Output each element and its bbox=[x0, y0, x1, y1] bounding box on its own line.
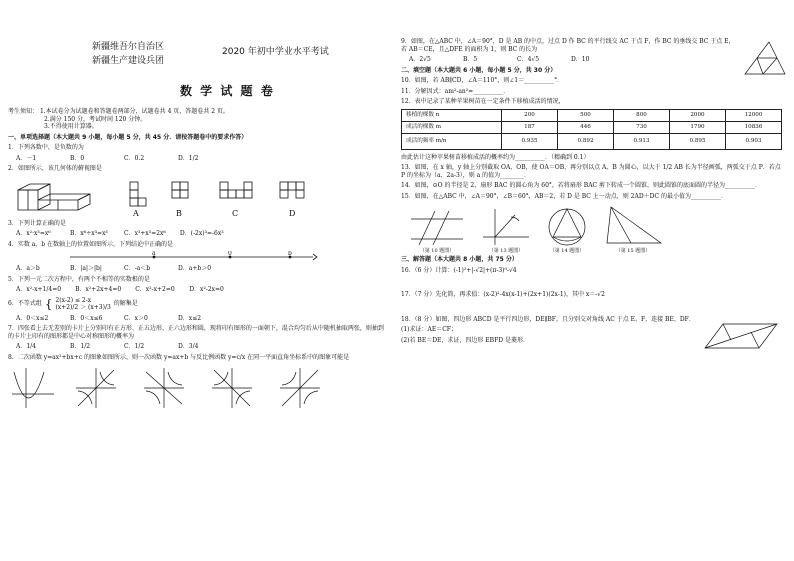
table-cell: 0.892 bbox=[558, 133, 614, 149]
q4-option-a: A．a＞b bbox=[16, 265, 40, 272]
q6-inequality-2: (x+2)/2 ＞ (x+3)/3 bbox=[55, 304, 111, 311]
table-row-head: 成活的频率 m/n bbox=[402, 133, 502, 149]
q6-options bbox=[8, 315, 387, 323]
q15-figure-caption: （第 15 题图） bbox=[615, 248, 651, 254]
instruction-2: 2.满分 150 分，考试时间 120 分钟。 bbox=[44, 115, 147, 123]
q1-option-b: B．0 bbox=[70, 154, 85, 162]
q9-option-d: D．10 bbox=[571, 56, 590, 63]
table-cell: 12000 bbox=[726, 109, 782, 121]
table-cell: 446 bbox=[558, 121, 614, 133]
region-line-1: 新疆维吾尔自治区 bbox=[92, 42, 165, 52]
table-cell: 0.935 bbox=[502, 133, 558, 149]
table-cell: 187 bbox=[502, 121, 558, 133]
q12-table bbox=[401, 109, 782, 150]
instruction-3: 3.不得使用计算器。 bbox=[44, 123, 98, 130]
region-block bbox=[92, 40, 164, 68]
exam-name: 2020 年初中学业水平考试 bbox=[222, 47, 329, 57]
table-cell: 800 bbox=[614, 109, 670, 121]
q9-options bbox=[401, 56, 737, 64]
q4-axis-label-a: a bbox=[152, 251, 156, 257]
q6-option-b: B．0＜x≤6 bbox=[70, 314, 103, 322]
q6-option-a: A．0＜x≤2 bbox=[16, 314, 49, 322]
q4-option-d: D．a+b＞0 bbox=[178, 265, 212, 272]
q6-stem: 6．不等式组 bbox=[8, 300, 42, 308]
table-cell: 200 bbox=[502, 109, 558, 121]
exam-header bbox=[8, 38, 387, 108]
table-cell: 0.913 bbox=[614, 133, 670, 149]
table-cell: 500 bbox=[558, 109, 614, 121]
q7-option-b: B．1/2 bbox=[70, 343, 91, 350]
q4-option-b: B．|a|＞|b| bbox=[70, 265, 102, 272]
q14-figure-caption: （第 14 题图） bbox=[549, 248, 585, 254]
instruction-1: 1.本试卷分为试题卷和答题卷两部分，试题卷共 4 页，答题卷共 2 页。 bbox=[39, 108, 229, 115]
q2-label-d: D bbox=[289, 208, 296, 218]
q5-option-c: C．x²-x+2=0 bbox=[135, 286, 175, 293]
q7-option-a: A．1/4 bbox=[16, 343, 36, 350]
q15-stem: 15．如图，在△ABC 中，∠A＝90°，∠B＝60°，AB＝2，若 D 是 BC 上一动点，则 2AD＋DC 的最小值为__________． bbox=[401, 192, 727, 200]
table-row-head: 成活的棵数 m bbox=[402, 121, 502, 133]
q12-tail: 由此估计这种苹果树苗移植成活的概率约为__________．（精确到 0.1） bbox=[401, 153, 590, 161]
q1-options bbox=[8, 155, 387, 163]
table-cell: 10836 bbox=[726, 121, 782, 133]
table-row bbox=[402, 109, 782, 121]
q3-option-b: B．x⁶÷x³=x³ bbox=[70, 230, 108, 237]
q6-stem-row: 6．不等式组 { 2(x-2) ≤ 2-x (x+2)/2 ＞ (x+3)/3 的解集是 bbox=[8, 296, 138, 311]
q6-stem-tail: 的解集是 bbox=[113, 300, 138, 308]
q9-block bbox=[401, 38, 784, 64]
q3-stem: 3．下列计算正确的是 bbox=[8, 219, 66, 227]
q9-option-b: B．5 bbox=[463, 56, 478, 63]
q5-option-a: A．x²-x+1/4=0 bbox=[16, 286, 62, 293]
table-cell: 2000 bbox=[670, 109, 726, 121]
q14-stem: 14．如图，⊙O 的半径是 2，扇形 BAC 的圆心角为 60°，若将扇形 BAC 剪下转成一个圆锥，则此圆锥的底面圆的半径为__________． bbox=[401, 182, 762, 189]
q9-option-c: C．4√5 bbox=[517, 56, 540, 63]
table-cell: 0.903 bbox=[726, 133, 782, 149]
section-1-heading: 一、单项选择题（本大题共 9 小题，每小题 5 分，共 45 分．请按答题卷中的要求作答） bbox=[8, 133, 248, 141]
q3-option-a: A．x²·x³=x⁶ bbox=[16, 230, 51, 237]
q6-inequality-1: 2(x-2) ≤ 2-x bbox=[55, 296, 92, 304]
q18-part-2: (2)若 BE＝DE，求证，四边形 EBFD 是菱形． bbox=[401, 336, 529, 344]
q8-graphs-svg bbox=[8, 364, 388, 412]
q1-option-d: D．1/2 bbox=[178, 154, 199, 162]
q2-solid-views-svg bbox=[8, 176, 388, 220]
q6-option-d: D．x≤2 bbox=[178, 314, 202, 322]
q18-block bbox=[401, 316, 784, 345]
q7-option-c: C．1/2 bbox=[124, 343, 145, 350]
q2-figure bbox=[8, 176, 387, 220]
q4-axis-label-zero: 0 bbox=[228, 251, 232, 257]
q5-option-d: D．x²-2x=0 bbox=[189, 286, 224, 293]
section-2-heading: 二、填空题（本大题共 6 小题，每小题 5 分，共 30 分） bbox=[401, 66, 557, 74]
q5-options bbox=[8, 286, 387, 294]
instructions-label: 考生须知： bbox=[8, 108, 39, 115]
q2-label-b: B bbox=[176, 208, 182, 218]
q14-figure bbox=[543, 203, 591, 254]
section-3-heading: 三、解答题（本大题共 8 小题，共 75 分） bbox=[401, 256, 518, 264]
q10-figure-caption: （第 10 题图） bbox=[419, 248, 455, 254]
q6-option-c: C．x＞0 bbox=[124, 314, 148, 322]
q16-stem: 16．（6 分）计算：(-1)²+|-√2|+(π-3)⁰-√4 bbox=[401, 266, 517, 274]
q4-options bbox=[8, 265, 387, 273]
q1-stem: 1．下列各数中，是负数的为 bbox=[8, 144, 84, 151]
q9-stem: 9．如图，在△ABC 中，∠A＝90°，D 是 AB 的中点，过点 D 作 BC 的平行线交 AC 于点 F，作 BC 的垂线交 BC 于点 E，若 AB＝CE，且△DFE 的面积为 1，则 BC 的长为 bbox=[401, 38, 735, 53]
q12-stem: 12．表中记录了某种苹果树苗在一定条件下移植成活的情况， bbox=[401, 98, 565, 105]
paper-title: 数 学 试 题 卷 bbox=[180, 84, 275, 98]
table-row bbox=[402, 121, 782, 133]
table-row bbox=[402, 133, 782, 149]
q2-stem: 2．如图所示，该几何体的俯视图是 bbox=[8, 165, 102, 172]
right-column bbox=[397, 0, 794, 561]
q18-parallelogram-figure bbox=[701, 320, 781, 352]
q4-stem: 4．实数 a、b 在数轴上的位置如图所示，下列结论中正确的是 bbox=[8, 240, 174, 248]
q13-figure bbox=[479, 207, 533, 254]
q5-option-b: B．x²+2x+4=0 bbox=[75, 286, 122, 293]
q1-option-a: A．－1 bbox=[16, 154, 37, 162]
q7-stem: 7．四张看上去无差别的卡片上分别印有正方形、正五边形、正六边形和圆，现将印有图形的一面朝下，混合均匀后从中随机抽取两张，则抽到的卡片上印有的图形都是中心对称图形的概率为 bbox=[8, 325, 384, 340]
table-cell: 1790 bbox=[670, 121, 726, 133]
q9-triangle-figure bbox=[739, 40, 787, 76]
q7-option-d: D．3/4 bbox=[178, 343, 199, 350]
q11-stem: 11．分解因式：am²-an²=__________． bbox=[401, 87, 510, 95]
q10-figure bbox=[405, 207, 469, 254]
q9-option-a: A．2√5 bbox=[409, 56, 431, 63]
q17-stem: 17．（7 分）先化简，再求值：(x-2)²-4x(x-1)+(2x+1)(2x-1)，其中 x＝-√2 bbox=[401, 291, 605, 299]
table-cell: 0.895 bbox=[670, 133, 726, 149]
q3-option-d: D．(-2x)³=-6x³ bbox=[179, 230, 224, 237]
table-row-head: 移植的棵数 n bbox=[402, 109, 502, 121]
q10-stem: 10．如图，若 AB∥CD，∠A＝110°，则∠1＝__________°． bbox=[401, 77, 564, 84]
table-cell: 730 bbox=[614, 121, 670, 133]
q18-part-1: (1)求证：AE＝CF； bbox=[401, 326, 457, 334]
q1-option-c: C．0.2 bbox=[124, 154, 145, 162]
q13-stem: 13．如图，在 x 轴，y 轴上分别截取 OA、OB，使 OA＝OB，再分别以点 A、B 为圆心，以大于 1/2 AB 长为半径画弧，两弧交于点 P．若点 P 的坐标为（a，2a-3），则 a 的值为________． bbox=[401, 164, 781, 179]
q5-stem: 5．下列一元二次方程中，有两个不相等的实数根的是 bbox=[8, 275, 150, 283]
q4-number-line bbox=[68, 251, 318, 265]
q13-figure-caption: （第 13 题图） bbox=[488, 248, 524, 254]
q4-axis-label-b: b bbox=[288, 251, 292, 257]
q8-stem: 8．二次函数 y=ax²+bx+c 的图象如图所示，则一次函数 y=ax+b 与反比例函数 y=c/x 在同一平面直角坐标系中的图象可能是 bbox=[8, 353, 350, 361]
q2-label-c: C bbox=[232, 208, 239, 218]
q3-options bbox=[8, 230, 387, 238]
q2-label-a: A bbox=[133, 208, 139, 218]
q7-options bbox=[8, 343, 387, 351]
q3-option-c: C．x³+x³=2x⁶ bbox=[124, 230, 166, 237]
q10-q15-figures bbox=[405, 203, 784, 254]
region-line-2: 新疆生产建设兵团 bbox=[92, 56, 165, 66]
q18-stem: 18．（8 分）如图，四边形 ABCD 是平行四边形，DE∥BF，且分别交对角线 AC 于点 E、F，连接 BE、DF． bbox=[401, 315, 695, 323]
q4-option-c: C．-a＜b bbox=[124, 265, 151, 272]
q15-figure bbox=[601, 203, 665, 254]
instructions bbox=[8, 108, 387, 131]
